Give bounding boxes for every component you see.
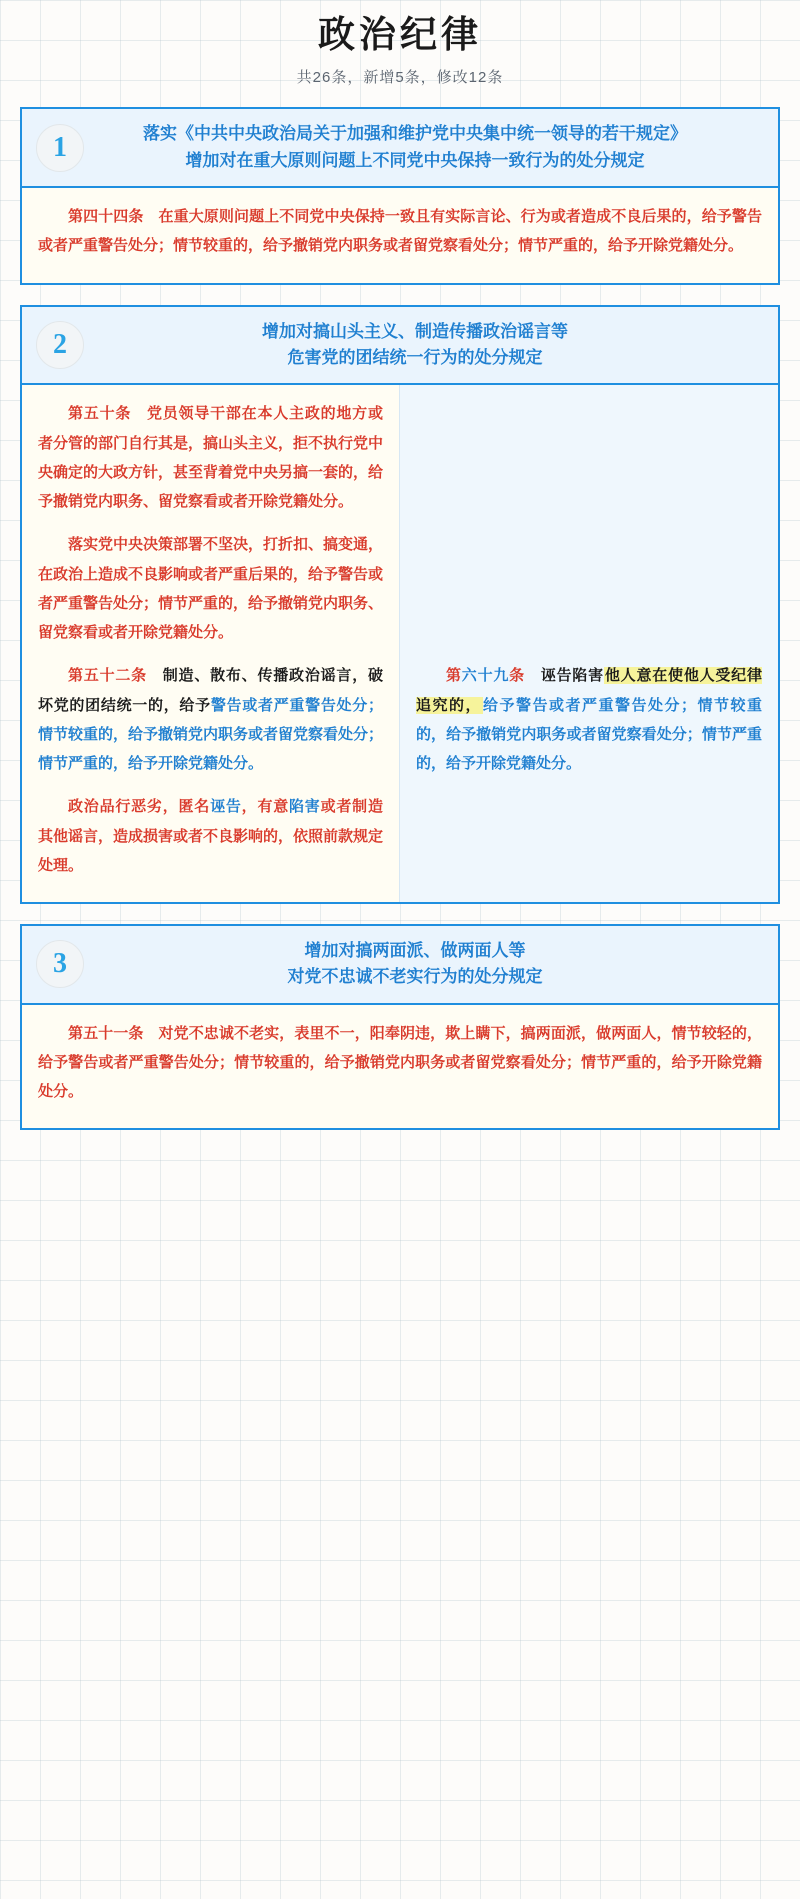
clause-text: 制造、散布、传播政治谣言，破坏党的团结统一的，给予 [38,667,383,714]
clause-text: 第五十条 [68,405,132,423]
section-number-badge: 1 [36,124,84,172]
clause-text: ，有意 [241,798,290,816]
page-subtitle: 共26条，新增5条，修改12条 [296,69,504,87]
section-header [22,307,778,386]
section-heading [96,319,764,372]
clause-text: 警告或者严重警告处分；情节较重的，给予撤销党内职务或者留党察看处分；情节严重的，给予开除党籍处分。 [38,696,384,773]
section-heading-line: 对党不忠诚不老实行为的处分规定 [287,967,543,987]
right-column [400,385,778,902]
clause-text: 诬告 [210,798,242,816]
clause-text: 六十九 [461,667,510,685]
sections-container [20,107,780,1130]
clause-paragraph [38,1019,762,1107]
page-header [20,0,780,87]
clause-text: 第 [446,667,462,685]
clause-text: 在重大原则问题上不同党中央保持一致且有实际言论、行为或者造成不良后果的，给予警告或者严重警告处分；情节较重的，给予撤销党内职务或者留党察看处分；情节严重的，给予开除党籍处分。 [38,208,762,255]
clause-text: 第五十二条 [68,667,147,685]
clause-text: 党员领导干部在本人主政的地方或者分管的部门自行其是，搞山头主义，拒不执行党中央确定的大政方针，甚至背着党中央另搞一套的，给予撤销党内职务、留党察看或者开除党籍处分。 [38,405,384,511]
page-title: 政治纪律 [318,15,482,56]
highlighted-text: 他人意在使他人受纪律追究的， [416,667,762,714]
section-body [22,1005,778,1129]
section-body [22,188,778,283]
clause-paragraph [38,399,383,516]
clause-text: 落实党中央决策部署不坚决，打折扣、搞变通，在政治上造成不良影响或者严重后果的，给予警告或者严重警告处分；情节严重的，给予撤销党内职务、留党察看或者开除党籍处分。 [38,536,384,642]
clause-text: 第四十四条 [68,208,144,226]
clause-text: 第五十一条 [68,1024,144,1042]
clause-text: 陷害 [289,798,321,816]
section-heading-line: 增加对搞两面派、做两面人等 [304,941,526,961]
clause-paragraph [38,792,383,880]
clause-paragraph [416,661,762,778]
clause-paragraph [38,202,762,261]
section-card [20,924,780,1130]
clause-paragraph [38,661,383,778]
section-card [20,107,780,284]
section-header [22,926,778,1005]
section-number-badge: 3 [36,940,84,988]
section-card [20,305,780,904]
section-heading [96,121,764,174]
section-heading-line: 落实《中共中央政治局关于加强和维护党中央集中统一领导的若干规定》 [143,124,687,144]
section-heading-line: 危害党的团结统一行为的处分规定 [287,347,543,367]
section-heading [96,938,764,991]
clause-text: 给予警告或者严重警告处分；情节较重的，给予撤销党内职务或者留党察看处分；情节严重的，给予开除党籍处分。 [416,696,762,773]
section-number-badge: 2 [36,321,84,369]
section-header [22,109,778,188]
left-column [22,1005,778,1129]
section-heading-line: 增加对在重大原则问题上不同党中央保持一致行为的处分规定 [185,150,645,170]
left-column [22,385,400,902]
left-column [22,188,778,283]
clause-text: 诬告陷害 [524,667,604,685]
clause-text: 对党不忠诚不老实，表里不一，阳奉阴违，欺上瞒下，搞两面派，做两面人，情节较轻的，给予警告或者严重警告处分；情节较重的，给予撤销党内职务或者留党察看处分；情节严重的，给予开除党籍处分。 [38,1024,762,1101]
clause-text: 政治品行恶劣，匿名 [68,798,211,816]
clause-paragraph [38,530,383,647]
clause-text: 或者制造其他谣言，造成损害或者不良影响的，依照前款规定处理。 [38,798,384,874]
clause-text: 条 [509,667,525,685]
section-heading-line: 增加对搞山头主义、制造传播政治谣言等 [262,321,568,341]
section-body [22,385,778,902]
